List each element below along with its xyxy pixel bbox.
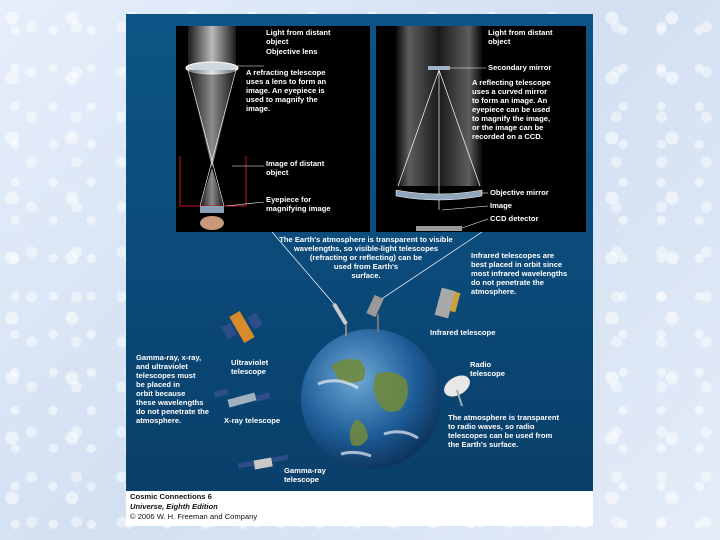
radio-dish-icon bbox=[440, 371, 473, 406]
earth-globe bbox=[301, 329, 441, 469]
telescope-figure bbox=[126, 14, 593, 491]
xray-satellite-icon bbox=[213, 388, 270, 407]
radio-telescope-label: Radio telescope bbox=[470, 360, 506, 378]
reflector-light-label: Light from distant object bbox=[488, 28, 553, 46]
gamma-telescope-label: Gamma-ray telescope bbox=[284, 466, 326, 484]
figure-caption bbox=[130, 492, 257, 522]
gamma-satellite-icon bbox=[238, 455, 289, 470]
ultraviolet-telescope-label: Ultraviolet telescope bbox=[231, 358, 269, 376]
eyepiece-label: Eyepiece for magnifying image bbox=[266, 195, 331, 213]
reflector-description: A reflecting telescope uses a curved mirror to form an image. An eyepiece can be used to magnify the image, or the image can be recorded on a CCD. bbox=[472, 78, 551, 141]
infrared-telescope-label: Infrared telescope bbox=[430, 328, 496, 337]
caption-book: Universe, Eighth Edition bbox=[130, 502, 218, 511]
infrared-satellite-icon bbox=[435, 288, 461, 319]
caption-copyright: © 2006 W. H. Freeman and Company bbox=[130, 512, 258, 521]
objective-mirror-label: Objective mirror bbox=[490, 188, 549, 197]
secondary-mirror-label: Secondary mirror bbox=[488, 63, 552, 72]
caption-title: Cosmic Connections 6 bbox=[130, 492, 212, 501]
ground-reflecting-telescope bbox=[366, 295, 384, 332]
infrared-note: Infrared telescopes are best placed in orbit since most infrared wavelengths do not penetrate the atmosphere. bbox=[471, 251, 568, 296]
objective-lens-label: Objective lens bbox=[266, 47, 318, 56]
refractor-light-label: Light from distant object bbox=[266, 28, 331, 46]
xray-telescope-label: X-ray telescope bbox=[224, 416, 281, 425]
refractor-description: A refracting telescope uses a lens to form an image. An eyepiece is used to magnify the image. bbox=[246, 68, 327, 113]
image-label: Image bbox=[490, 201, 512, 210]
gamma-xray-uv-note: Gamma-ray, x-ray, and ultraviolet telescopes must be placed in orbit because these wavelengths do not penetrate the atmosphere. bbox=[136, 353, 209, 425]
image-of-object-label: Image of distant object bbox=[266, 159, 325, 177]
atmosphere-visible-note: The Earth's atmosphere is transparent to visible wavelengths, so visible-light telescopes (refracting or reflecting) can be used from Earth's surface. bbox=[279, 235, 453, 280]
ccd-detector-label: CCD detector bbox=[490, 214, 539, 223]
slide bbox=[126, 14, 593, 526]
radio-note: The atmosphere is transparent to radio waves, so radio telescopes can be used from the Earth's surface. bbox=[448, 413, 559, 449]
ultraviolet-satellite-icon bbox=[221, 311, 263, 343]
ground-refracting-telescope bbox=[334, 304, 346, 336]
